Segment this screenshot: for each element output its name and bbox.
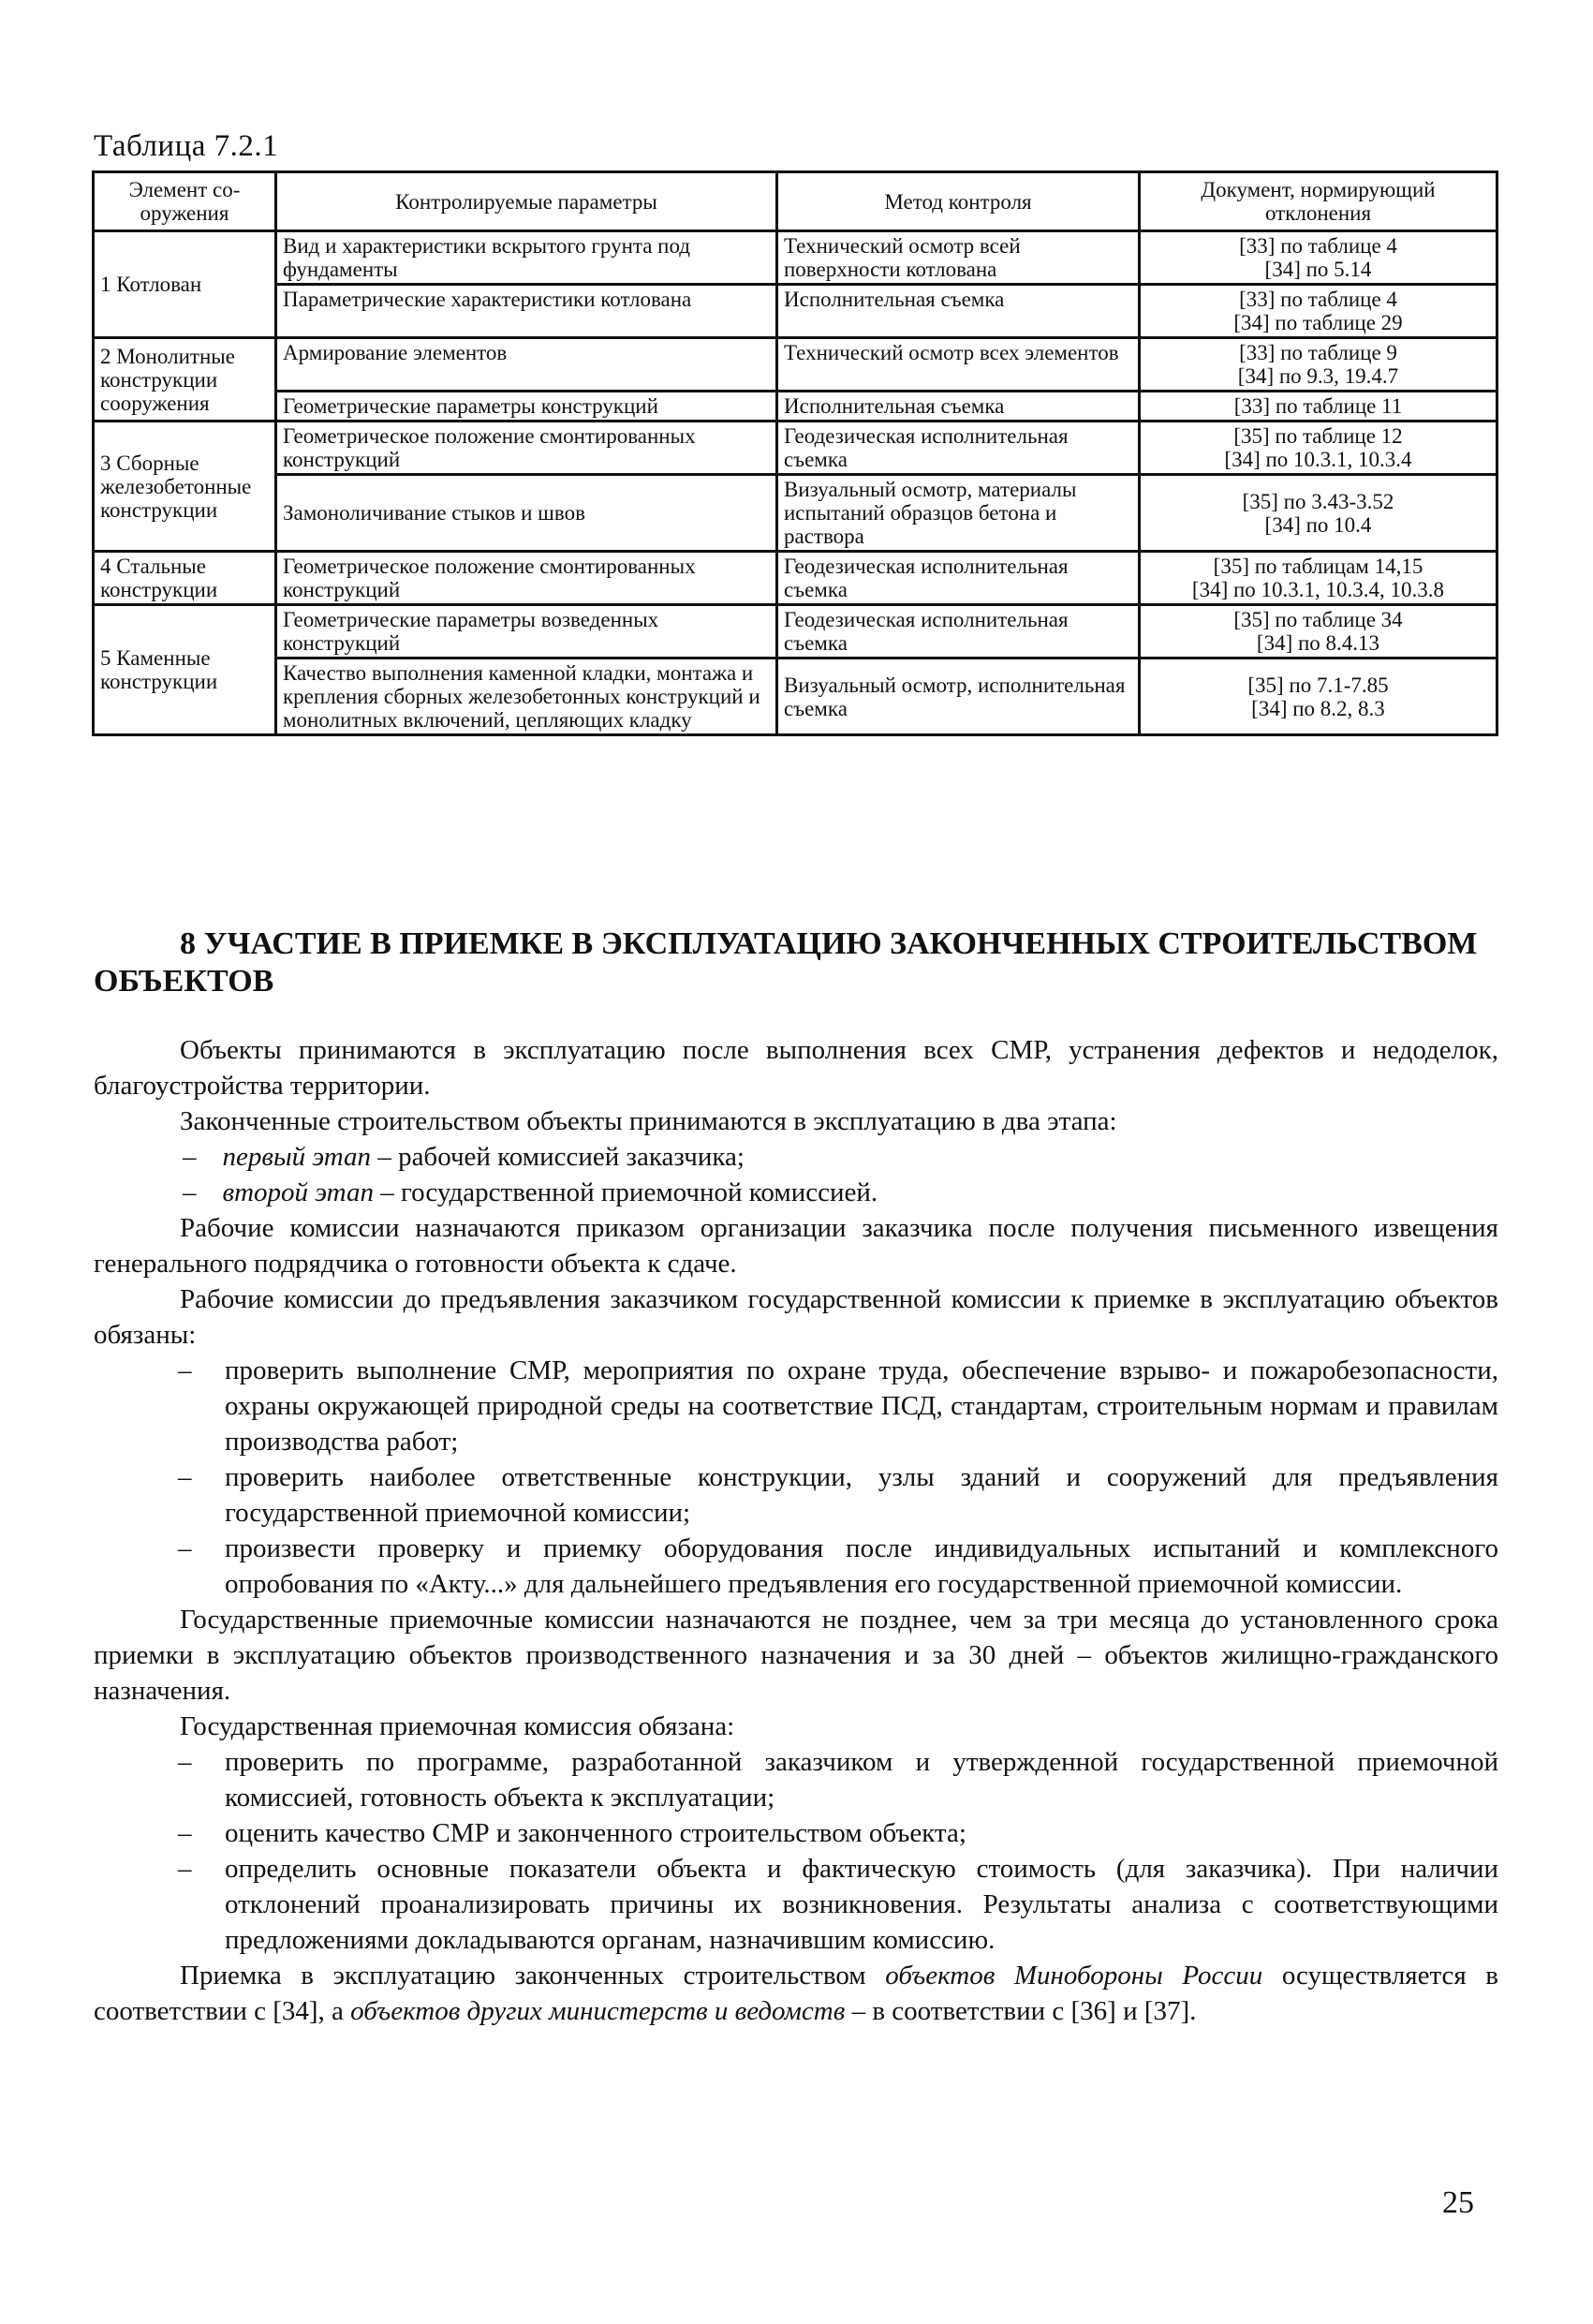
doc-ref: [33] по таблице 9 (1239, 341, 1397, 364)
list-item (94, 1459, 1498, 1531)
table-row (94, 659, 1497, 735)
cell-method: Геодезическая исполнительная съемка (777, 605, 1140, 659)
table-row (94, 285, 1497, 338)
cell-param: Параметрические характеристики котлована (276, 285, 777, 338)
stage-text: – государственной приемочной комиссией. (373, 1177, 878, 1207)
text-run: Приемка в эксплуатацию законченных строительством (180, 1961, 886, 1991)
list-item-text: произвести проверку и приемку оборудования после индивидуальных испытаний и комплексного опробования по «Акту...» для дальнейшего предъявления его государственной приемочной комиссии. (225, 1533, 1498, 1599)
cell-doc (1140, 338, 1497, 392)
dash-marker: – (178, 1462, 192, 1492)
paragraph: Государственные приемочные комиссии назначаются не позднее, чем за три месяца до установленного срока приемки в эксплуатацию объектов производственного назначения и за 30 дней – объектов жилищно-гражданского назначения. (94, 1605, 1498, 1706)
cell-doc (1140, 605, 1497, 659)
section-title: 8 УЧАСТИЕ В ПРИЕМКЕ В ЭКСПЛУАТАЦИЮ ЗАКОНЧЕННЫХ СТРОИТЕЛЬСТВОМ ОБЪЕКТОВ (94, 926, 1478, 999)
list-item-text: определить основные показатели объекта и фактическую стоимость (для заказчика). При наличии отклонений проанализировать причины их возникновения. Результаты анализа с соответствующими предложениями докладываются органам, назначившим комиссию. (225, 1854, 1498, 1955)
paragraph: Рабочие комиссии назначаются приказом организации заказчика после получения письменного извещения генерального подрядчика о готовности объекта к сдаче. (94, 1213, 1498, 1279)
text-run: – в соответствии с [36] и [37]. (845, 1996, 1197, 2026)
list-item-text: проверить наиболее ответственные конструкции, узлы зданий и сооружений для предъявления государственной приемочной комиссии; (225, 1462, 1498, 1528)
control-table (92, 170, 1498, 736)
list-item (94, 1815, 1498, 1851)
cell-method: Визуальный осмотр, исполнительная съемка (777, 659, 1140, 735)
doc-ref: [35] по 3.43-3.52 (1242, 489, 1394, 513)
cell-param: Геометрические параметры конструкций (276, 392, 777, 422)
dash-marker: – (178, 1818, 192, 1848)
table-row (94, 552, 1497, 605)
header-element: Элемент со-оружения (94, 172, 276, 231)
cell-element: 4 Стальные конструкции (94, 552, 276, 605)
cell-method: Технический осмотр всех элементов (777, 338, 1140, 392)
doc-ref: [33] по таблице 11 (1233, 394, 1403, 418)
cell-method: Исполнительная съемка (777, 392, 1140, 422)
doc-ref: [35] по 7.1-7.85 (1247, 673, 1389, 697)
paragraph: Рабочие комиссии до предъявления заказчиком государственной комиссии к приемке в эксплуатацию объектов обязаны: (94, 1284, 1498, 1350)
list-item-text: оценить качество СМР и законченного строительством объекта; (225, 1818, 966, 1848)
paragraph: Государственная приемочная комиссия обязана: (180, 1711, 735, 1741)
cell-doc (1140, 285, 1497, 338)
dash-marker: – (178, 1533, 192, 1563)
dash-marker: – (178, 1355, 192, 1385)
stage-text: – рабочей комиссией заказчика; (371, 1142, 745, 1172)
page-number: 25 (1442, 2185, 1474, 2220)
cell-doc (1140, 475, 1497, 552)
text-run-italic: объектов Минобороны России (885, 1961, 1263, 1991)
cell-method: Геодезическая исполнительная съемка (777, 422, 1140, 475)
dash-marker: – (183, 1177, 197, 1207)
list-item-text: проверить по программе, разработанной заказчиком и утвержденной государственной приемочной комиссией, готовность объекта к эксплуатации; (225, 1747, 1498, 1813)
doc-ref: [34] по 10.3.1, 10.3.4 (1224, 448, 1412, 471)
cell-param: Армирование элементов (276, 338, 777, 392)
stage-label: второй этап (222, 1177, 374, 1207)
dash-marker: – (183, 1142, 197, 1172)
cell-param: Геометрическое положение смонтированных конструкций (276, 422, 777, 475)
list-item-text: проверить выполнение СМР, мероприятия по охране труда, обеспечение взрыво- и пожаробезопасности, охраны окружающей природной среды на соответствие ПСД, стандартам, строительным нормам и правилам производства работ; (225, 1355, 1498, 1457)
doc-ref: [34] по 10.3.1, 10.3.4, 10.3.8 (1191, 578, 1445, 601)
doc-ref: [35] по таблицам 14,15 (1213, 555, 1423, 578)
doc-ref: [33] по таблице 4 (1239, 234, 1397, 258)
cell-doc (1140, 231, 1497, 285)
table-row (94, 392, 1497, 422)
table-row (94, 422, 1497, 475)
table-row (94, 475, 1497, 552)
cell-element: 5 Каменные конструкции (94, 605, 276, 735)
doc-ref: [34] по 9.3, 19.4.7 (1237, 364, 1399, 388)
cell-method: Исполнительная съемка (777, 285, 1140, 338)
cell-doc (1140, 659, 1497, 735)
cell-param: Геометрические параметры возведенных конструкций (276, 605, 777, 659)
header-parameters: Контролируемые параметры (276, 172, 777, 231)
cell-method: Технический осмотр всей поверхности котлована (777, 231, 1140, 285)
list-item (94, 1744, 1498, 1815)
cell-param: Геометрическое положение смонтированных конструкций (276, 552, 777, 605)
list-item (94, 1353, 1498, 1459)
dash-marker: – (178, 1854, 192, 1884)
doc-ref: [34] по 10.4 (1264, 512, 1372, 537)
doc-ref: [34] по 5.14 (1264, 258, 1372, 281)
cell-element: 3 Сборные железобетонные конструкции (94, 422, 276, 552)
table-caption: Таблица 7.2.1 (94, 129, 279, 163)
header-method: Метод контроля (777, 172, 1140, 231)
list-item (94, 1851, 1498, 1958)
stage-item (94, 1139, 1498, 1175)
cell-doc (1140, 422, 1497, 475)
text-run-italic: объектов других министерств и ведомств (350, 1996, 846, 2026)
state-commission-duties (94, 1744, 1498, 1958)
dash-marker: – (178, 1747, 192, 1777)
stage-item (94, 1175, 1498, 1210)
table-row (94, 338, 1497, 392)
doc-ref: [34] по таблице 29 (1233, 311, 1403, 334)
stage-label: первый этап (222, 1142, 372, 1172)
header-document: Документ, нормирующий отклонения (1140, 172, 1497, 231)
body-text (94, 1032, 1498, 2029)
cell-param: Качество выполнения каменной кладки, монтажа и крепления сборных железобетонных конструкций и монолитных включений, цепляющих кладку (276, 659, 777, 735)
cell-param: Вид и характеристики вскрытого грунта под фундаменты (276, 231, 777, 285)
cell-doc (1140, 392, 1497, 422)
doc-ref: [35] по таблице 34 (1233, 608, 1403, 631)
cell-method: Геодезическая исполнительная съемка (777, 552, 1140, 605)
paragraph: Законченные строительством объекты принимаются в эксплуатацию в два этапа: (180, 1106, 1117, 1136)
cell-method: Визуальный осмотр, материалы испытаний образцов бетона и раствора (777, 475, 1140, 552)
cell-element: 2 Монолитные конструкции сооружения (94, 338, 276, 422)
working-commission-duties (94, 1353, 1498, 1602)
doc-ref: [34] по 8.4.13 (1256, 631, 1380, 655)
table-row (94, 231, 1497, 285)
text-run: осуществляется в соответствии с [34], а (94, 1961, 1499, 2026)
paragraph: Объекты принимаются в эксплуатацию после выполнения всех СМР, устранения дефектов и недоделок, благоустройства территории. (94, 1035, 1498, 1101)
cell-doc (1140, 552, 1497, 605)
table-header-row (94, 172, 1497, 231)
doc-ref: [34] по 8.2, 8.3 (1251, 696, 1385, 720)
doc-ref: [35] по таблице 12 (1233, 424, 1403, 448)
table-row (94, 605, 1497, 659)
doc-ref: [33] по таблице 4 (1239, 288, 1397, 311)
list-item (94, 1531, 1498, 1602)
paragraph (94, 1958, 1498, 2029)
cell-param: Замоноличивание стыков и швов (276, 475, 777, 552)
cell-element: 1 Котлован (94, 231, 276, 338)
